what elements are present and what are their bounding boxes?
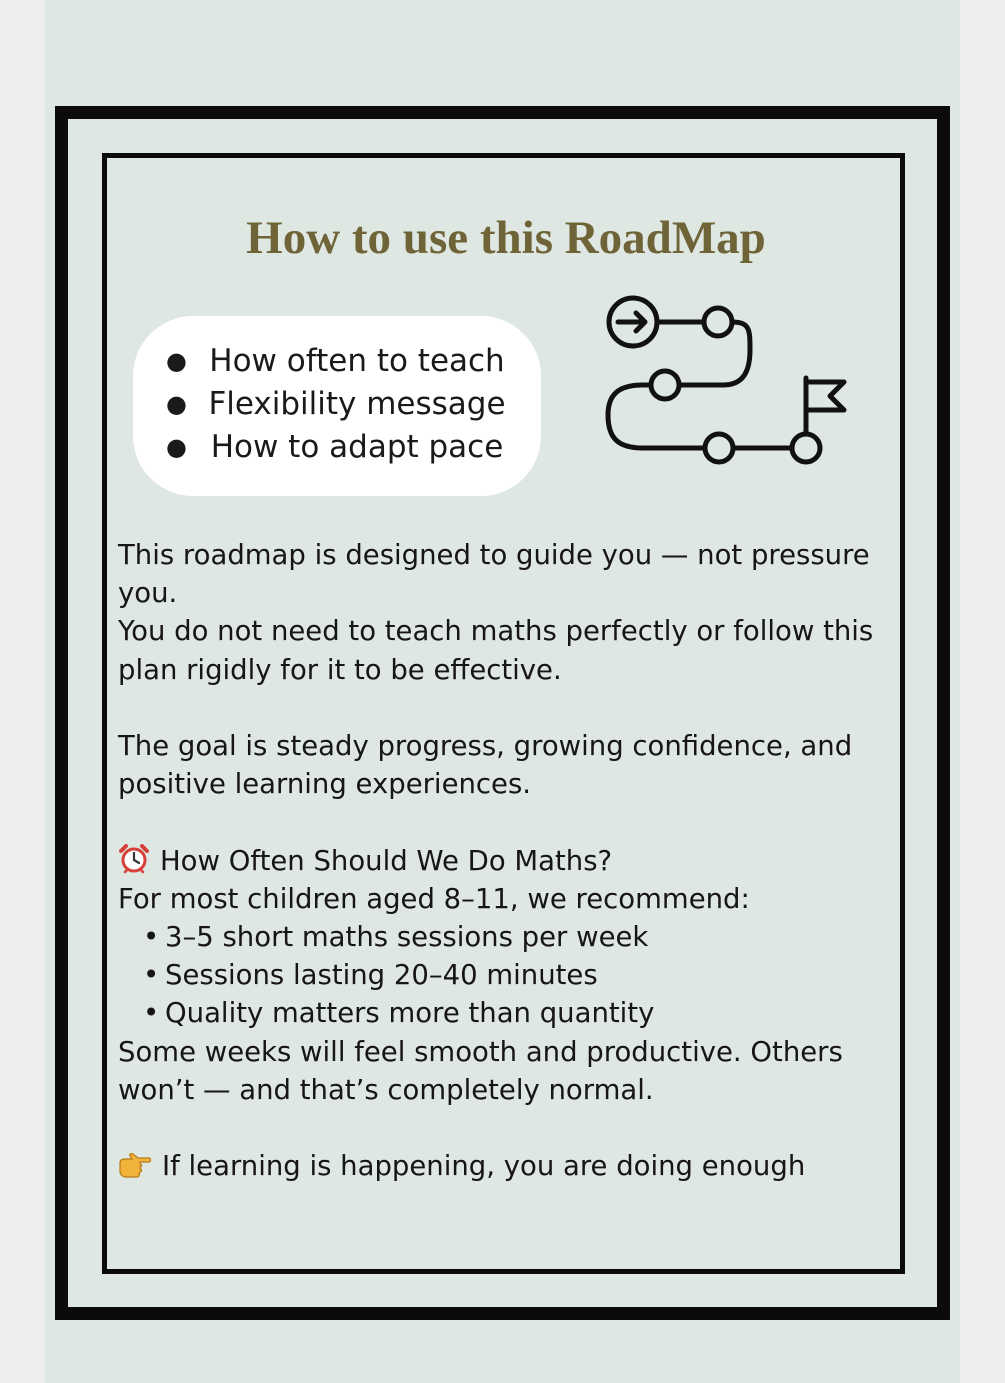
summary-item-label: How to adapt pace	[210, 429, 504, 465]
closing-text: If learning is happening, you are doing enough	[162, 1150, 806, 1183]
pointing-hand-icon	[118, 1153, 152, 1179]
frequency-heading-row	[118, 842, 888, 880]
body-text	[118, 536, 888, 1185]
bullet-icon: •	[143, 959, 160, 992]
goal-text: The goal is steady progress, growing confidence, and positive learning experiences.	[118, 730, 853, 801]
summary-item-label: Flexibility message	[208, 386, 506, 422]
frequency-note: Some weeks will feel smooth and productive. Others won’t — and that’s completely normal.	[118, 1035, 843, 1106]
frequency-item	[118, 918, 888, 956]
summary-list	[133, 340, 541, 469]
bullet-icon: •	[143, 921, 160, 953]
flag-icon	[806, 382, 844, 410]
frequency-heading: How Often Should We Do Maths?	[160, 844, 613, 877]
frequency-item-label: Sessions lasting 20–40 minutes	[165, 959, 598, 992]
frequency-item-label: Quality matters more than quantity	[165, 997, 655, 1030]
frequency-list	[118, 918, 888, 1033]
arrow-icon	[618, 313, 645, 331]
closing-row	[118, 1147, 888, 1185]
frequency-item	[118, 994, 888, 1032]
frequency-item	[118, 956, 888, 994]
intro-line-1: This roadmap is designed to guide you — not pressure you.	[118, 539, 870, 610]
summary-item	[133, 426, 541, 469]
summary-item	[133, 383, 541, 426]
alarm-clock-icon	[118, 844, 150, 874]
roadmap-icon	[598, 290, 858, 475]
intro-line-2: You do not need to teach maths perfectly or follow this plan rigidly for it to be effective.	[118, 615, 874, 686]
summary-card	[133, 316, 541, 496]
page-title: How to use this RoadMap	[246, 212, 766, 264]
summary-item-label: How often to teach	[209, 343, 505, 379]
bullet-icon: •	[143, 997, 160, 1030]
bullet-icon: ●	[166, 390, 187, 418]
frequency-item-label: 3–5 short maths sessions per week	[165, 921, 649, 953]
bullet-icon: ●	[166, 433, 187, 461]
frequency-lead: For most children aged 8–11, we recommend:	[118, 882, 750, 915]
summary-item	[133, 340, 541, 383]
bullet-icon: ●	[166, 347, 187, 375]
